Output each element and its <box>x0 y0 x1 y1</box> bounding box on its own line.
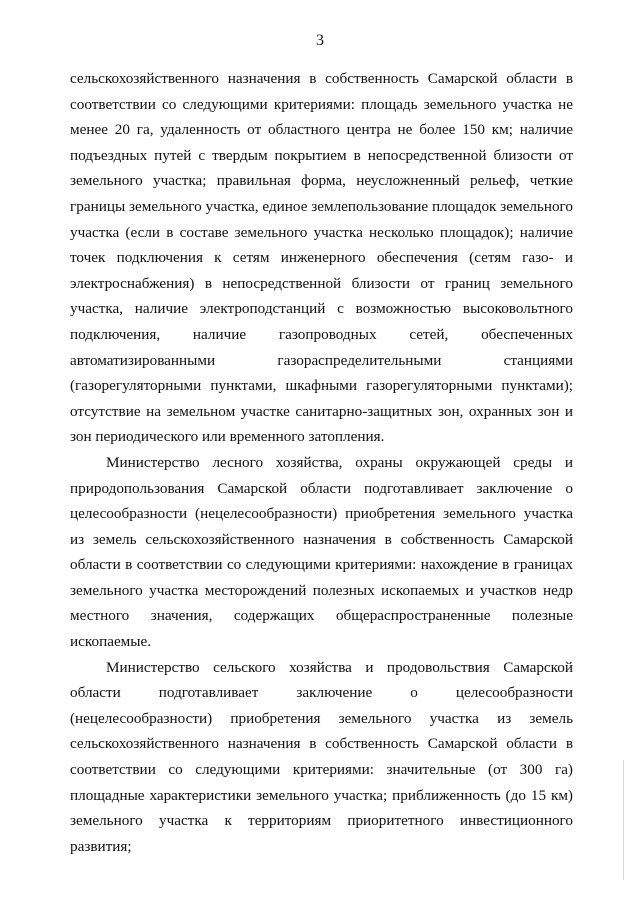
page-number: 3 <box>316 32 324 49</box>
scan-edge-mark <box>623 760 624 880</box>
paragraph-forestry-ministry: Министерство лесного хозяйства, охраны окружающей среды и природопользования Самарской области подготавливает заключение о целесообразности (нецелесообразности) приобретения земельного участка из земель сельскохозяйственного назначения в собственность Самарской области в соответствии со следующими критериями: нахождение в границах земельного участка месторождений полезных ископаемых и участков недр местного значения, содержащих общераспространенные полезные ископаемые. <box>70 453 573 651</box>
document-body <box>70 66 573 859</box>
paragraph-criteria-continuation: сельскохозяйственного назначения в собственность Самарской области в соответствии со следующими критериями: площадь земельного участка не менее 20 га, удаленность от областного центра не более 150 км; наличие подъездных путей с твердым покрытием в непосредственной близости от земельного участка; правильная форма, неусложненный рельеф, четкие границы земельного участка, единое землепользование площадок земельного участка (если в составе земельного участка несколько площадок); наличие точек подключения к сетям инженерного обеспечения (сетям газо- и электроснабжения) в непосредственной близости от границ земельного участка, наличие электроподстанций с возможностью высоковольтного подключения, наличие газопроводных сетей, обеспеченных автоматизированными газораспределительными станциями (газорегуляторными пунктами, шкафными газорегуляторными пунктами); отсутствие на земельном участке санитарно-защитных зон, охранных зон и зон периодического или временного затопления. <box>70 70 573 446</box>
paragraph-agriculture-ministry: Министерство сельского хозяйства и продовольствия Самарской области подготавливает заключение о целесообразности (нецелесообразности) приобретения земельного участка из земель сельскохозяйственного назначения в собственность Самарской области в соответствии со следующими критериями: значительные (от 300 га) площадные характеристики земельного участка; приближенность (до 15 км) земельного участка к территориям приоритетного инвестиционного развития; <box>70 658 573 855</box>
